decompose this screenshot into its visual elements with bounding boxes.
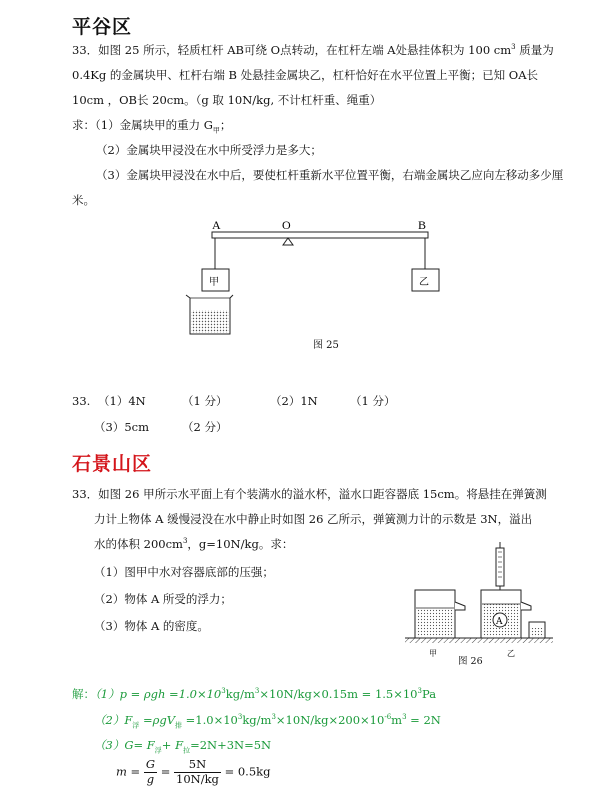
question-line: 0.4Kg 的金属块甲、杠杆右端 B 处悬挂金属块乙，杠杆恰好在水平位置上平衡；已知 OA长 [72,68,539,82]
answer-2: （2）1N [270,394,318,408]
ask-line: （3）金属块甲浸没在水中后，要使杠杆重新水平位置平衡，右端金属块乙应向左移动多少厘 [96,168,564,182]
ground [405,638,553,643]
label-a: A [212,218,221,232]
lever-bar [212,232,428,238]
spout-yi [521,602,531,610]
ask-line: 米。 [72,193,95,207]
answer-3: （3）5cm [94,420,149,434]
water-jia [416,608,454,637]
label-jia: 甲 [429,649,437,658]
question-line: 水的体积 $200cm^3$，g=10N/kg。求： [94,537,294,551]
label-yi: 乙 [507,649,515,658]
figure-26 [405,540,555,668]
question-line: 力计上物体 A 缓慢浸没在水中静止时如图 26 乙所示，弹簧测力计的示数是 3N，溢出 [94,512,533,526]
block-jia-label: 甲 [209,277,219,288]
block-yi-label: 乙 [419,277,429,288]
solution-line-3: $(3)G= F_浮+ F_拉=2N+3N=5N$ [94,738,272,755]
ask-line: （1）图甲中水对容器底部的压强； [94,565,274,579]
ask-line: （2）物体 A 所受的浮力； [94,592,232,606]
score-3: （2 分） [182,420,228,434]
spout-jia [455,602,465,610]
fulcrum-icon [283,238,293,245]
question-line: 33．如图 26 甲所示水平面上有个装满水的溢水杯，溢水口距容器底 15cm。将悬挂在弹簧测 [72,487,547,501]
figure-caption: 图 25 [313,340,339,351]
score-1: （1 分） [182,394,228,408]
answer-number: 33. [72,394,91,408]
label-b: B [418,218,427,232]
section-title-pinggu: 平谷区 [72,16,133,38]
fraction-values: $\frac{5N}{10N/kg}$ [176,757,219,786]
figure-caption: 图 26 [458,656,483,667]
solution-line-2: $(2)F_浮 =\rho gV_排 =1.0\times 10^3kg/m^3\times 10N/kg\times 200\times 10^{-6}m^3 = 2N$ [94,713,441,730]
object-a-label: A [496,617,503,627]
question-line: 10cm ，OB长 20cm。（g 取 10N/kg, 不计杠杆重、绳重） [72,93,382,107]
ask-line: 求：（1）金属块甲的重力 $G_甲$； [72,118,232,135]
beaker-water [191,310,229,333]
ask-line: （2）金属块甲浸没在水中所受浮力是多大； [96,143,322,157]
answer-1: （1）4N [98,394,146,408]
score-2: （1 分） [350,394,396,408]
ask-line: （3）物体 A 的密度。 [94,619,209,633]
fraction-g-over-g: $\frac{G}{g}$ [145,757,156,786]
label-o: O [282,218,291,232]
solution-line-1: 解：$(1)p = \rho gh =1.0\times 10^3kg/m^3\times 10N/kg\times 0.15m = 1.5\times 10^3Pa$ [72,687,437,701]
figure-25-lever [180,212,450,342]
section-title-shijingshan: 石景山区 [72,453,153,475]
solution-mass-formula: m = $\frac{G}{g}$ = $\frac{5N}{10N/kg}$ = 0.5kg [116,757,271,786]
question-line: 33．如图 25 所示，轻质杠杆 AB可绕 O点转动，在杠杆左端 A处悬挂体积为 100 $cm^3$ 质量为 [72,43,554,57]
